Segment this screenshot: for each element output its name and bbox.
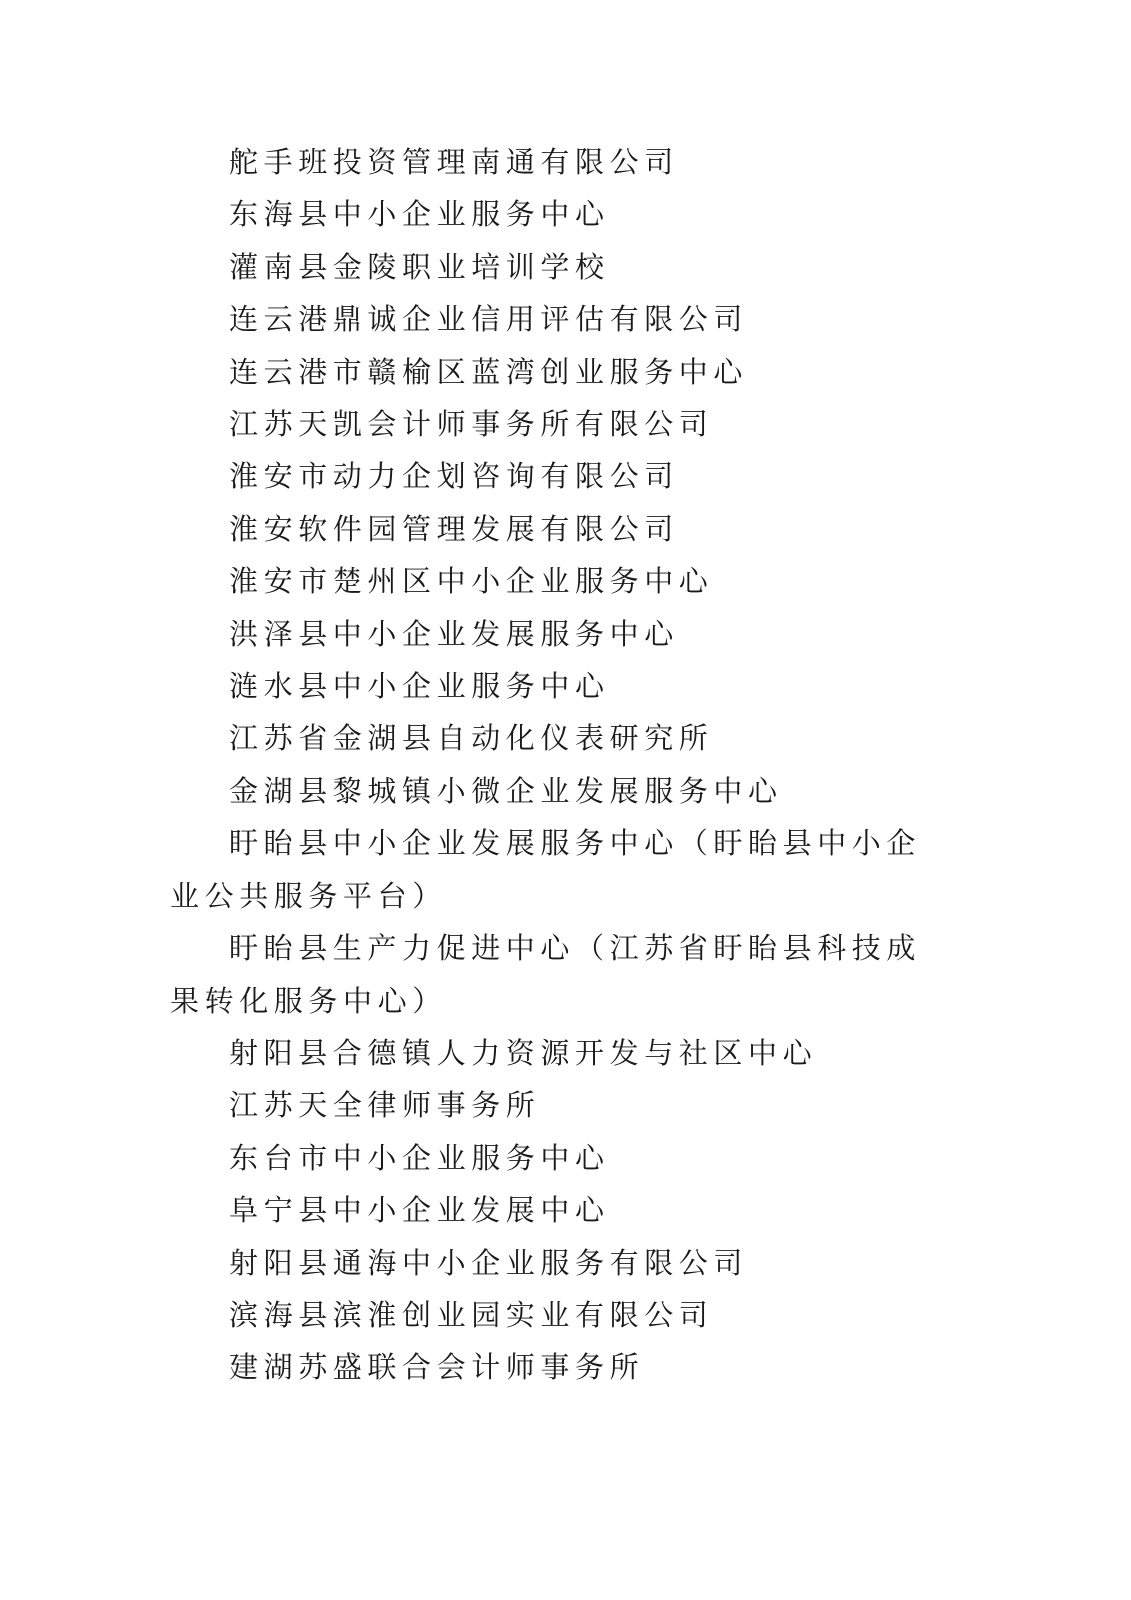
list-item: 射阳县合德镇人力资源开发与社区中心 <box>229 1035 818 1070</box>
list-item: 淮安市楚州区中小企业服务中心 <box>229 564 714 599</box>
list-item: 东台市中小企业服务中心 <box>229 1140 610 1175</box>
list-item: 淮安市动力企划咨询有限公司 <box>229 459 679 494</box>
list-item: 舵手班投资管理南通有限公司 <box>229 145 679 179</box>
list-item: 阜宁县中小企业发展中心 <box>229 1193 610 1228</box>
list-item: 连云港鼎诚企业信用评估有限公司 <box>229 302 749 337</box>
list-item: 盱眙县中小企业发展服务中心（盱眙县中小企业公共服务平台） <box>170 826 922 913</box>
list-item: 江苏天凯会计师事务所有限公司 <box>229 407 714 442</box>
list-item: 洪泽县中小企业发展服务中心 <box>229 616 679 651</box>
list-item: 灌南县金陵职业培训学校 <box>229 249 610 284</box>
list-item: 建湖苏盛联合会计师事务所 <box>229 1350 645 1385</box>
list-item: 射阳县通海中小企业服务有限公司 <box>229 1245 749 1280</box>
organization-list <box>170 136 930 1394</box>
list-item: 淮安软件园管理发展有限公司 <box>229 511 679 546</box>
list-item: 东海县中小企业服务中心 <box>229 197 610 232</box>
list-item: 金湖县黎城镇小微企业发展服务中心 <box>229 773 783 808</box>
list-item: 滨海县滨淮创业园实业有限公司 <box>229 1297 714 1332</box>
list-item: 涟水县中小企业服务中心 <box>229 669 610 704</box>
list-item: 连云港市赣榆区蓝湾创业服务中心 <box>229 354 749 389</box>
list-item: 江苏省金湖县自动化仪表研究所 <box>229 721 714 756</box>
list-item: 盱眙县生产力促进中心（江苏省盱眙县科技成果转化服务中心） <box>170 931 922 1018</box>
list-item: 江苏天全律师事务所 <box>229 1088 541 1123</box>
